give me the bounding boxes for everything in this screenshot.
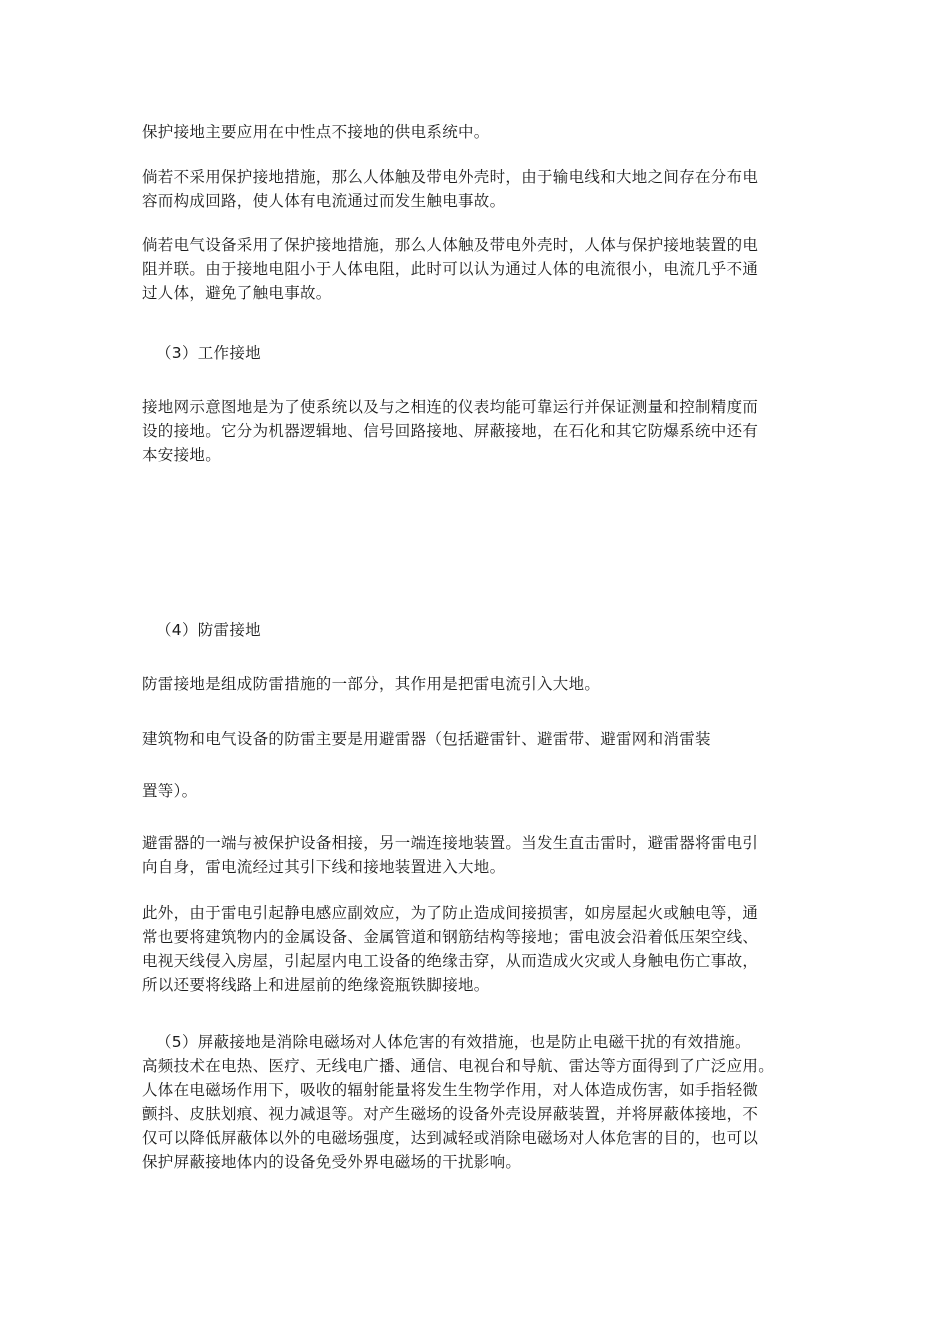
text-line: （5）屏蔽接地是消除电磁场对人体危害的有效措施，也是防止电磁干扰的有效措施。: [156, 1033, 751, 1051]
text-line: 建筑物和电气设备的防雷主要是用避雷器（包括避雷针、避雷带、避雷网和消雷装: [142, 730, 711, 748]
text-line: 阻并联。由于接地电阻小于人体电阻，此时可以认为通过人体的电流很小，电流几乎不通: [142, 260, 759, 278]
paragraph-lightning-grounding-purpose: [142, 672, 814, 696]
text-line: 向自身，雷电流经过其引下线和接地装置进入大地。: [142, 858, 506, 876]
text-line: 倘若不采用保护接地措施，那么人体触及带电外壳时，由于输电线和大地之间存在分布电: [142, 168, 759, 186]
text-line: 高频技术在电热、医疗、无线电广播、通信、电视台和导航、雷达等方面得到了广泛应用。: [142, 1057, 775, 1075]
text-line: 倘若电气设备采用了保护接地措施，那么人体触及带电外壳时，人体与保护接地装置的电: [142, 236, 759, 254]
heading-text: （3）工作接地: [156, 344, 261, 362]
text-line: 电视天线侵入房屋，引起屋内电工设备的绝缘击穿，从而造成火灾或人身触电伤亡事故，: [142, 952, 759, 970]
text-line: 防雷接地是组成防雷措施的一部分，其作用是把雷电流引入大地。: [142, 675, 601, 693]
text-line: 颤抖、皮肤划痕、视力减退等。对产生磁场的设备外壳设屏蔽装置，并将屏蔽体接地，不: [142, 1105, 759, 1123]
text-line: 置等）。: [142, 782, 198, 800]
text-line: 保护接地主要应用在中性点不接地的供电系统中。: [142, 123, 490, 141]
text-line: 常也要将建筑物内的金属设备、金属管道和钢筋结构等接地；雷电波会沿着低压架空线、: [142, 928, 759, 946]
text-line: 容而构成回路，使人体有电流通过而发生触电事故。: [142, 192, 506, 210]
text-line: 设的接地。它分为机器逻辑地、信号回路接地、屏蔽接地，在石化和其它防爆系统中还有: [142, 422, 759, 440]
paragraph-lightning-protection-devices: [142, 727, 814, 751]
paragraph-shield-grounding: [142, 1030, 814, 1174]
text-line: 人体在电磁场作用下，吸收的辐射能量将发生生物学作用，对人体造成伤害，如手指轻微: [142, 1081, 759, 1099]
paragraph-lightning-protection-devices-end: [142, 779, 814, 803]
text-line: 仅可以降低屏蔽体以外的电磁场强度，达到减轻或消除电磁场对人体危害的目的，也可以: [142, 1129, 759, 1147]
text-line: 所以还要将线路上和进屋前的绝缘瓷瓶铁脚接地。: [142, 976, 490, 994]
paragraph-working-grounding: [142, 395, 814, 467]
text-line: 接地网示意图地是为了使系统以及与之相连的仪表均能可靠运行并保证测量和控制精度而: [142, 398, 759, 416]
heading-text: （4）防雷接地: [156, 621, 261, 639]
paragraph-without-protective-grounding: [142, 165, 814, 213]
paragraph-protective-grounding-application: [142, 120, 814, 144]
text-line: 避雷器的一端与被保护设备相接，另一端连接地装置。当发生直击雷时，避雷器将雷电引: [142, 834, 759, 852]
heading-working-grounding: [156, 341, 828, 365]
heading-lightning-grounding: [156, 618, 828, 642]
text-line: 本安接地。: [142, 446, 222, 464]
paragraph-lightning-arrester: [142, 831, 814, 879]
paragraph-with-protective-grounding: [142, 233, 814, 305]
text-line: 保护屏蔽接地体内的设备免受外界电磁场的干扰影响。: [142, 1153, 522, 1171]
text-line: 此外，由于雷电引起静电感应副效应，为了防止造成间接损害，如房屋起火或触电等，通: [142, 904, 759, 922]
text-line: 过人体，避免了触电事故。: [142, 284, 332, 302]
paragraph-induced-lightning: [142, 901, 814, 997]
